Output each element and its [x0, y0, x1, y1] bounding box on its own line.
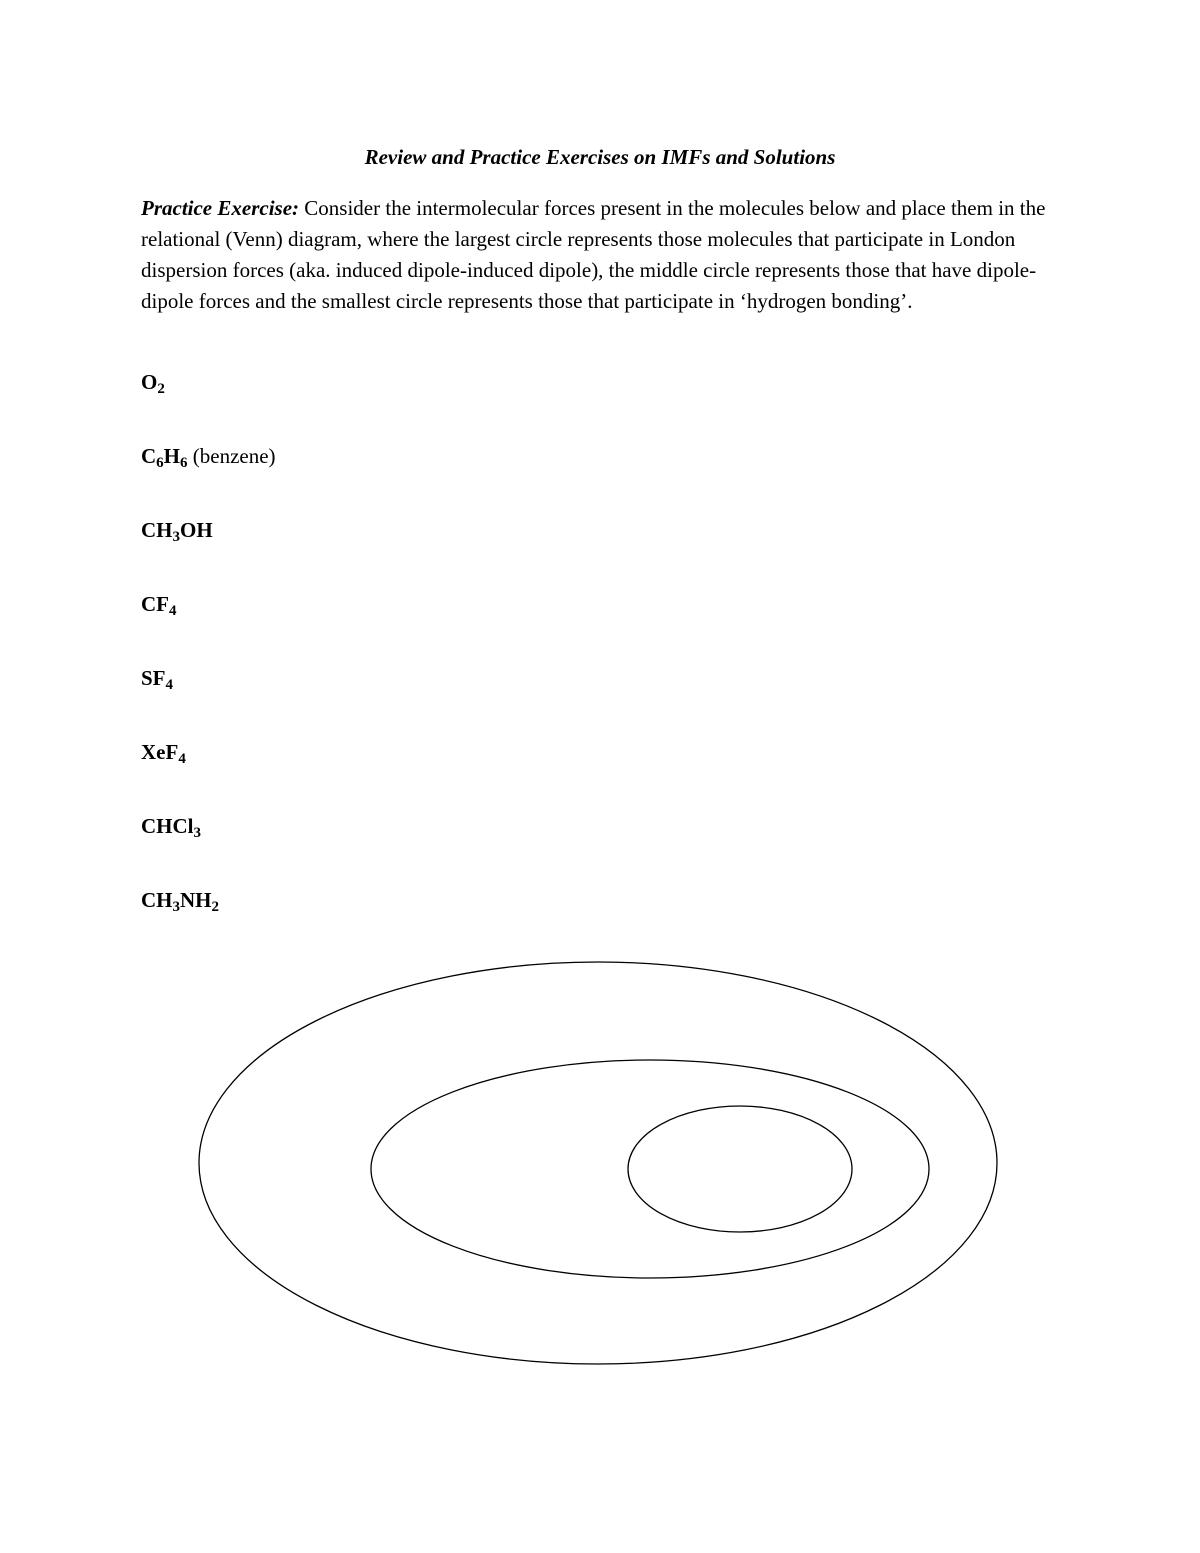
molecule-item: XeF$_4$ — [141, 740, 186, 767]
molecule-item: $SF_4$ — [141, 666, 174, 693]
molecule-item: CHCl$_3$ — [141, 814, 201, 841]
molecule-item: $CF_4$ — [141, 592, 177, 619]
dipole-dipole-circle — [371, 1060, 929, 1278]
molecule-list — [141, 369, 276, 961]
hydrogen-bonding-circle — [628, 1106, 852, 1232]
exercise-instructions — [141, 193, 1066, 317]
page-title: Review and Practice Exercises on IMFs and Solutions — [364, 145, 836, 169]
exercise-text: Consider the intermolecular forces present in the molecules below and place them in the relational (Venn) diagram, where the largest circle represents those molecules that participate in London dispersion forces (aka. induced dipole-induced dipole), the middle circle represents those that have dipole-dipole forces and the smallest circle represents those that participate in ‘hydrogen bonding’. — [141, 196, 1046, 313]
molecule-item: $CH_3NH_2$ — [141, 888, 219, 915]
molecule-item: $O_2$ — [141, 370, 165, 397]
london-dispersion-circle — [199, 962, 997, 1364]
molecule-item: $CH_3OH$ — [141, 518, 213, 545]
molecule-item: $C_6H_6$ (benzene) — [141, 444, 276, 471]
exercise-lead: Practice Exercise: — [141, 196, 300, 220]
